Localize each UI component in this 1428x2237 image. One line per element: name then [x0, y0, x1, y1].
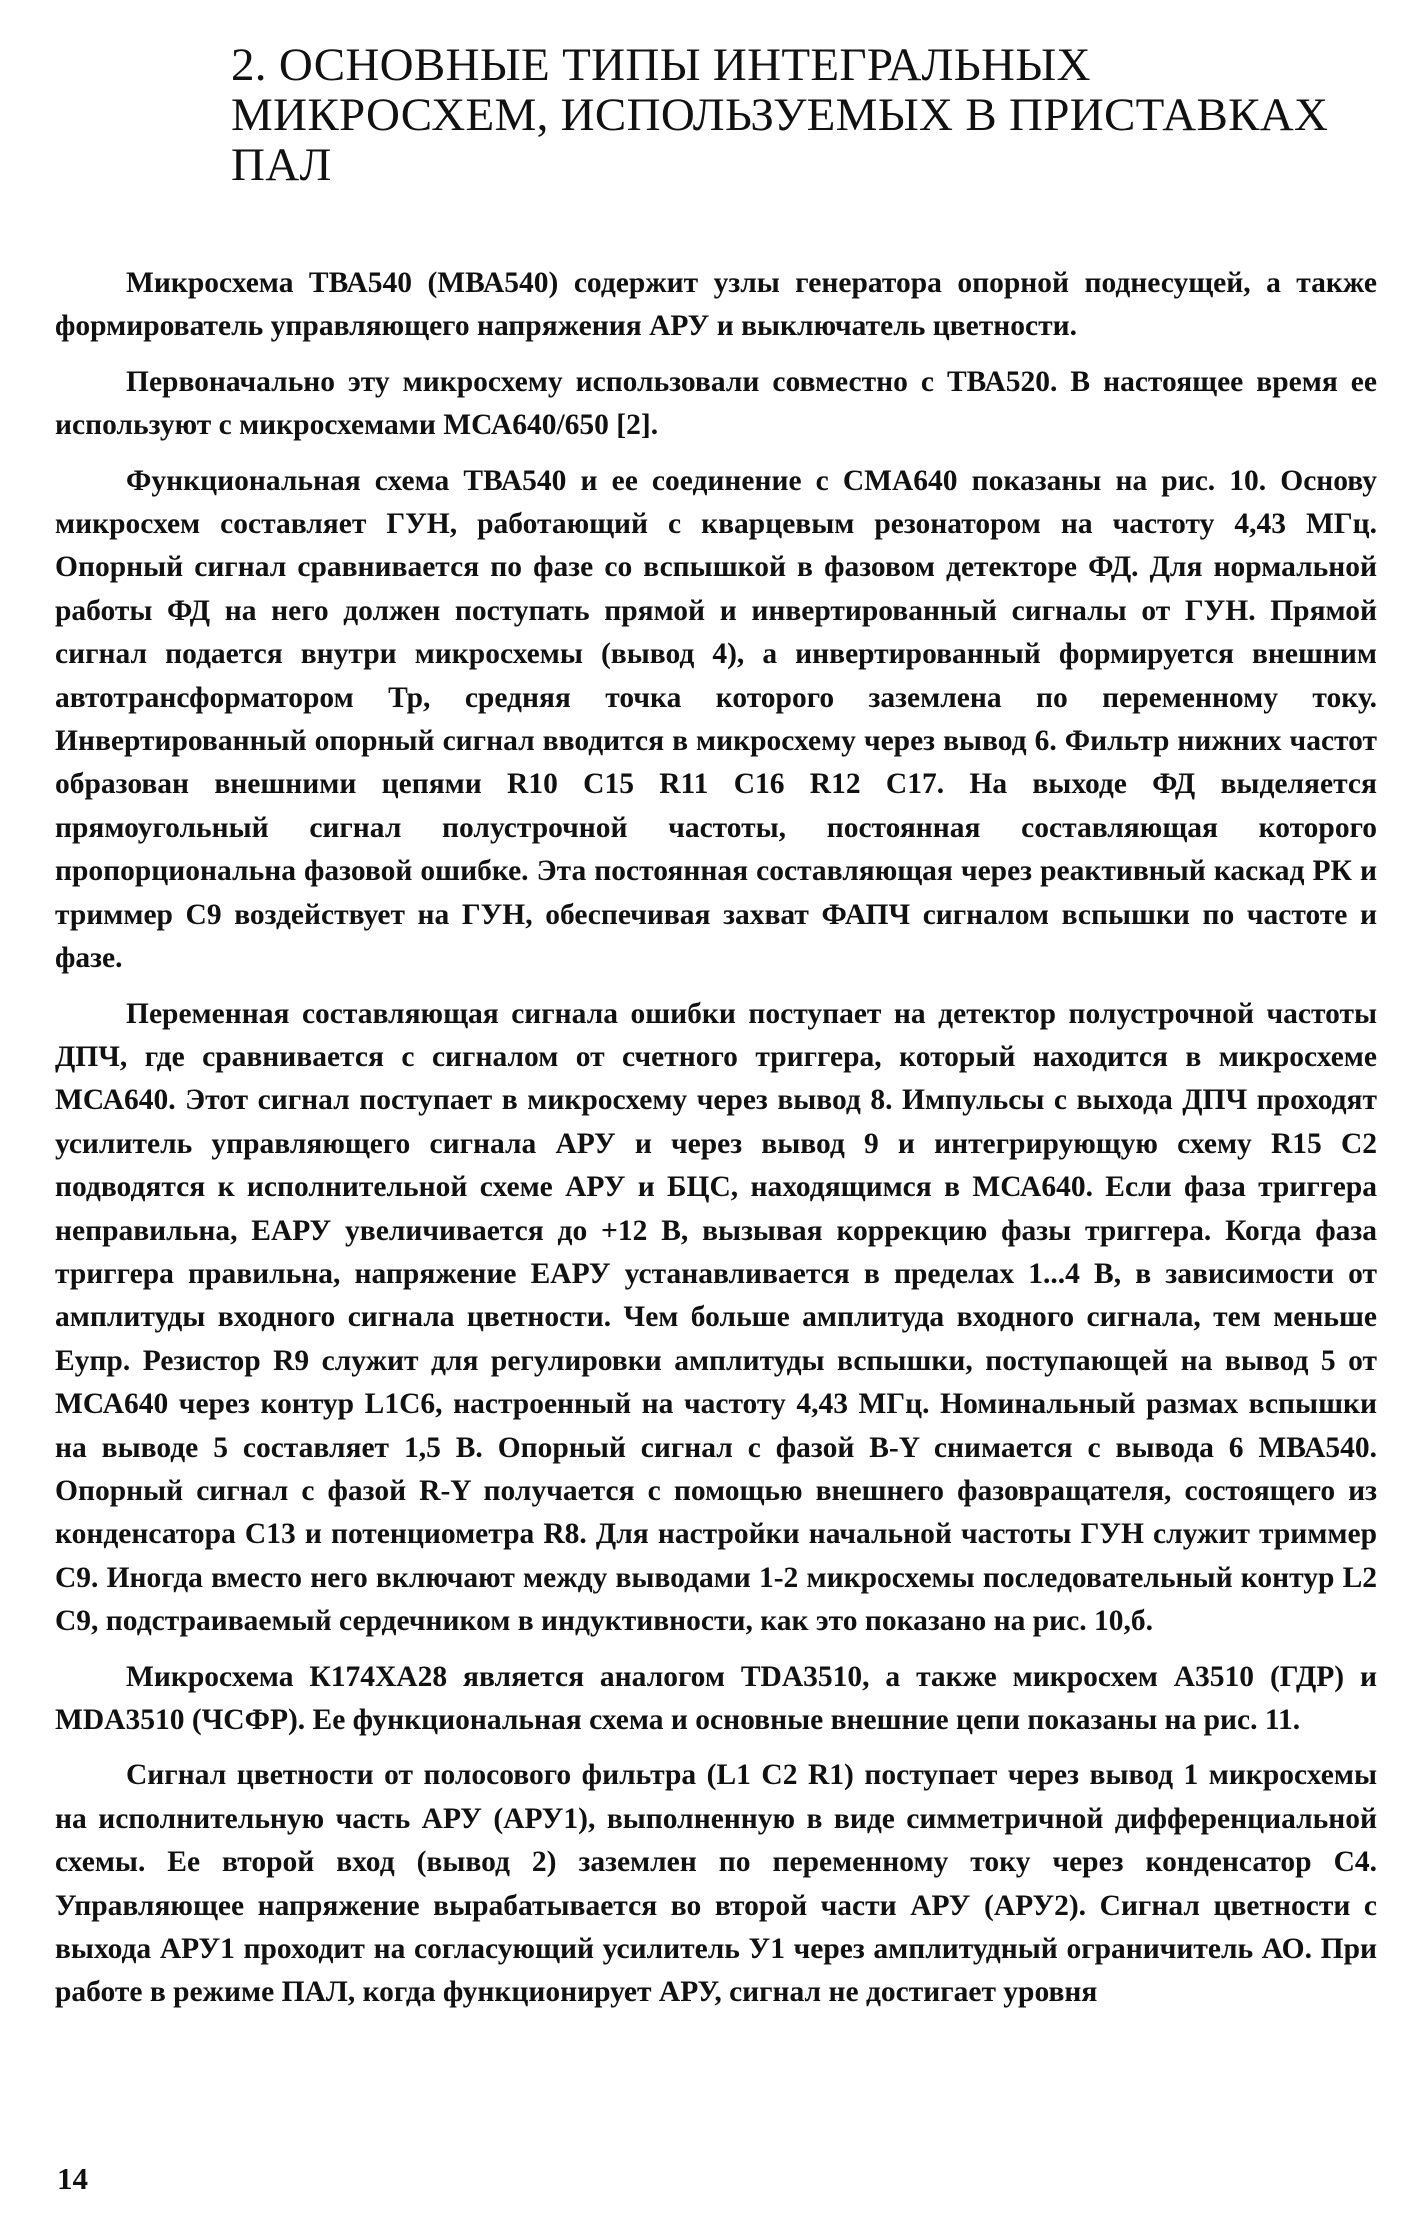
paragraph-4: Переменная составляющая сигнала ошибки поступает на детектор полустрочной частоты ДПЧ, где сравнивается с сигналом от счетного триггера, который находится в микросхеме МСА640. Этот сигнал поступает в микросхему через вывод 8. Импульсы с выхода ДПЧ проходят усилитель управляющего сигнала АРУ и через вывод 9 и интегрирующую схему R15 C2 подводятся к исполнительной схеме АРУ и БЦС, находящимся в МСА640. Если фаза триггера неправильна, EАРУ увеличивается до +12 В, вызывая коррекцию фазы триггера. Когда фаза триггера правильна, напряжение EАРУ устанавливается в пределах 1...4 В, в зависимости от амплитуды входного сигнала цветности. Чем больше амплитуда входного сигнала, тем меньше Eупр. Резистор R9 служит для регулировки амплитуды вспышки, поступающей на вывод 5 от МСА640 через контур L1C6, настроенный на частоту 4,43 МГц. Номинальный размах вспышки на выводе 5 составляет 1,5 В. Опорный сигнал с фазой B-Y снимается с вывода 6 МВА540. Опорный сигнал с фазой R-Y получается с помощью внешнего фазовращателя, состоящего из конденсатора С13 и потенциометра R8. Для настройки начальной частоты ГУН служит триммер С9. Иногда вместо него включают между выводами 1-2 микросхемы последовательный контур L2 C9, подстраиваемый сердечником в индуктивности, как это показано на рис. 10,б. [55, 997, 1377, 1638]
chapter-title [231, 40, 1377, 190]
title-line-1: 2. ОСНОВНЫЕ ТИПЫ ИНТЕГРАЛЬНЫХ [231, 39, 1091, 91]
body-text [55, 262, 1377, 2015]
paragraph-5: Микросхема К174ХА28 является аналогом TDA3510, а также микросхем А3510 (ГДР) и MDA3510 (ЧСФР). Ее функциональная схема и основные внешние цепи показаны на рис. 11. [55, 1660, 1377, 1736]
document-page [55, 40, 1377, 2027]
paragraph-3: Функциональная схема ТВА540 и ее соединение с СМА640 показаны на рис. 10. Основу микросхем составляет ГУН, работающий с кварцевым резонатором на частоту 4,43 МГц. Опорный сигнал сравнивается по фазе со вспышкой в фазовом детекторе ФД. Для нормальной работы ФД на него должен поступать прямой и инвертированный сигналы от ГУН. Прямой сигнал подается внутри микросхемы (вывод 4), а инвертированный формируется внешним автотрансформатором Тр, средняя точка которого заземлена по переменному току. Инвертированный опорный сигнал вводится в микросхему через вывод 6. Фильтр нижних частот образован внешними цепями R10 C15 R11 C16 R12 C17. На выходе ФД выделяется прямоугольный сигнал полустрочной частоты, постоянная составляющая которого пропорциональна фазовой ошибке. Эта постоянная составляющая через реактивный каскад РК и триммер С9 воздействует на ГУН, обеспечивая захват ФАПЧ сигналом вспышки по частоте и фазе. [55, 464, 1377, 975]
title-line-2: МИКРОСХЕМ, ИСПОЛЬЗУЕМЫХ В ПРИСТАВКАХ ПАЛ [231, 89, 1329, 191]
paragraph-2: Первоначально эту микросхему использовали совместно с ТВА520. В настоящее время ее используют с микросхемами МСА640/650 [2]. [55, 365, 1377, 442]
paragraph-1: Микросхема ТВА540 (МВА540) содержит узлы генератора опорной поднесущей, а также формирователь управляющего напряжения АРУ и выключатель цветности. [55, 267, 1377, 343]
paragraph-6: Сигнал цветности от полосового фильтра (L1 C2 R1) поступает через вывод 1 микросхемы на исполнительную часть АРУ (АРУ1), выполненную в виде симметричной дифференциальной схемы. Ее второй вход (вывод 2) заземлен по переменному току через конденсатор С4. Управляющее напряжение вырабатывается во второй части АРУ (АРУ2). Сигнал цветности с выхода АРУ1 проходит на согласующий усилитель У1 через амплитудный ограничитель АО. При работе в режиме ПАЛ, когда функционирует АРУ, сигнал не достигает уровня [55, 1759, 1377, 2009]
page-number: 14 [57, 2161, 88, 2196]
